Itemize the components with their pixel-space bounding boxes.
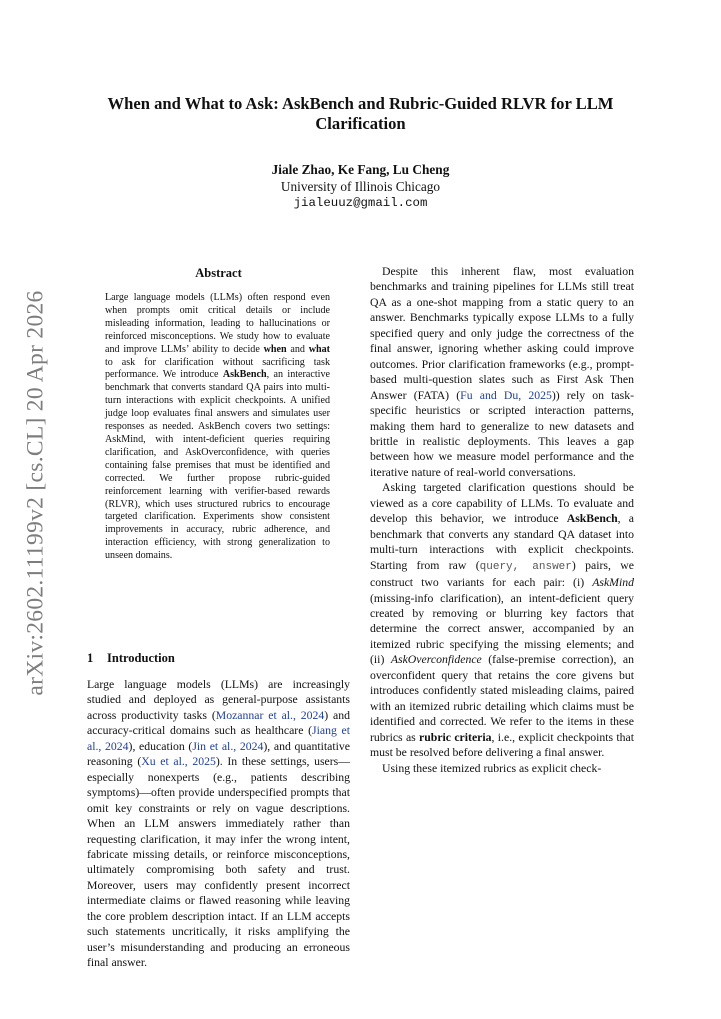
- citation-link[interactable]: Fu and Du, 2025: [460, 388, 552, 402]
- title-line-2: Clarification: [315, 114, 406, 133]
- arxiv-sidebar: [21, 290, 51, 696]
- intro-paragraph-1: Large language models (LLMs) are increasingly studied and deployed as general-purpose assistants across productivity tasks (Mozannar et al., 2024) and accuracy-critical domains such as healthcare (Jiang et al., 2024), education (Jin et al., 2024), and quantitative reasoning (Xu et al., 2025). In these settings, users—especially nonexperts (e.g., patients describing symptoms)—often provide underspecified prompts that omit key constraints or rely on vague descriptions. When an LLM answers immediately rather than requesting clarification, it may infer the wrong intent, fabricate missing details, or reinforce misconceptions, ultimately compromising both safety and trust. Moreover, users may confidently present incorrect intermediate claims or flawed reasoning while leaving the core problem description intact. If an LLM accepts such statements uncritically, it risks amplifying the user’s misunderstanding and producing an erroneous final answer.: [87, 678, 351, 970]
- right-column: [370, 264, 634, 776]
- intro-paragraph-4: Using these itemized rubrics as explicit check-: [382, 761, 602, 775]
- abstract-heading: Abstract: [195, 266, 242, 280]
- intro-paragraph-2: Despite this inherent flaw, most evaluation benchmarks and training pipelines for LLMs still treat QA as a one-shot mapping from a static query to an answer. Benchmarks typically expose LLMs to a fully specified query and only judge the correctness of the final answer, ignoring whether asking could improve outcomes. Prior clarification frameworks (e.g., prompt-based multi-question slates such as First Ask Then Answer (FATA) (Fu and Du, 2025)) rely on task-specific heuristics or scripted interaction patterns, making them hard to generalize to new datasets and brittle in realistic deployments. This leaves a gap between how we measure model performance and the iterative nature of real-world conversations.: [370, 265, 634, 479]
- abstract-body: Large language models (LLMs) often respond even when prompts omit critical details or include misleading information, leading to hallucinations or reinforced misconceptions. We study how to evaluate and improve LLMs’ ability to decide when and what to ask for clarification without sacrificing task performance. We introduce AskBench, an interactive benchmark that converts standard QA pairs into multi-turn interactions with explicit checkpoints. A unified judge loop evaluates final answers and simulates user responses as needed. AskBench covers two settings: AskMind, with intent-deficient queries requiring clarification, and AskOverconfidence, with queries containing false premises that must be identified and corrected. We further propose rubric-guided reinforcement learning with verifier-based rewards (RLVR), which uses structured rubrics to encourage targeted clarification. Experiments show consistent improvements in accuracy, rubric adherence, and interaction efficiency, with strong generalization to unseen domains.: [105, 292, 330, 562]
- author-block: [60, 162, 661, 212]
- citation-link[interactable]: Jin et al., 2024: [192, 739, 264, 753]
- citation-link[interactable]: Jiang et al., 2024: [87, 724, 350, 753]
- affiliation: University of Illinois Chicago: [280, 178, 441, 194]
- author-names: Jiale Zhao, Ke Fang, Lu Cheng: [271, 162, 450, 177]
- intro-paragraph-3: Asking targeted clarification questions should be viewed as a core capability of LLMs. To evaluate and develop this behavior, we introduce AskBench, a benchmark that converts any standard QA dataset into multi-turn interactions with explicit checkpoints. Starting from raw (query, answer) pairs, we construct two variants for each pair: (i) AskMind (missing-info clarification), an intent-deficient query created by removing or blurring key factors that determine the correct answer, accompanied by an itemized rubric specifying the missing elements; and (ii) AskOverconfidence (false-premise correction), an overconfident query that retains the core givens but introduces confidently stated misleading claims, paired with an itemized rubric detailing which claims must be identified and corrected. We refer to the items in these rubrics as rubric criteria, i.e., explicit checkpoints that must be resolved before delivering a final answer.: [370, 481, 634, 760]
- title-line-1: When and What to Ask: AskBench and Rubric-Guided RLVR for LLM: [107, 94, 614, 113]
- citation-link[interactable]: Xu et al., 2025: [141, 755, 216, 769]
- section-title: Introduction: [107, 651, 175, 665]
- arxiv-identifier[interactable]: arXiv:2602.11199v2 [cs.CL] 20 Apr 2026: [22, 290, 49, 696]
- author-email[interactable]: jialeuuz@gmail.com: [293, 196, 428, 210]
- citation-link[interactable]: Mozannar et al., 2024: [215, 708, 325, 722]
- section-number: 1: [87, 651, 94, 665]
- section-heading-introduction: [87, 651, 175, 666]
- paper-title: [60, 94, 661, 134]
